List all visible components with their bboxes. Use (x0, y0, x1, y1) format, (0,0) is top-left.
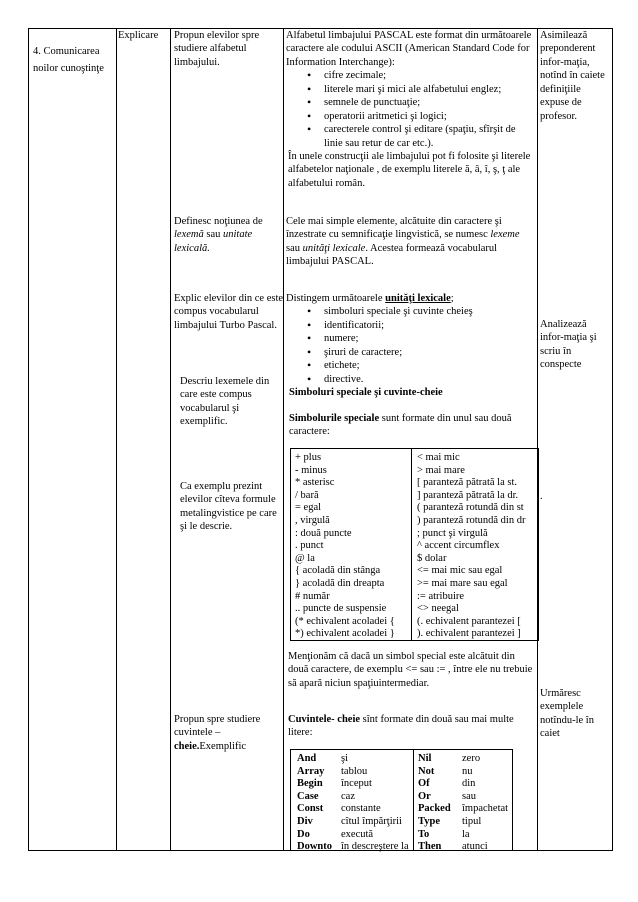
lexeme-term-1: lexeme (490, 229, 520, 241)
teacher-activity-4: Descriu lexemele din care este compus vocabularul şi exemplific. (180, 376, 270, 428)
keyword: Type (418, 815, 440, 827)
keyword-row (418, 815, 512, 828)
symbol-row: >= mai mare sau egal (417, 577, 508, 589)
lexical-units-list (286, 305, 534, 386)
alphabet-section (286, 29, 534, 190)
keyword-translation: sau (462, 790, 476, 802)
symbol-row: = egal (295, 502, 322, 514)
keyword-row (418, 790, 512, 803)
keyword-row (297, 840, 413, 853)
symbol-row: , virgulă (295, 514, 330, 526)
symbols-intro-post: sunt formate din unul sau două caractere: (289, 413, 512, 438)
keyword: Case (297, 790, 319, 802)
lexical-unit-item: • etichete; (286, 359, 534, 372)
keyword: Downto (297, 841, 333, 853)
symbols-intro (289, 412, 533, 439)
table-border-right (612, 28, 613, 850)
symbol-row: : două puncte (295, 527, 352, 539)
keyword: Not (418, 765, 435, 777)
t2-mid: sau (203, 229, 223, 241)
symbol-row: ; punct şi virgulă (417, 527, 488, 539)
keyword: Const (297, 803, 324, 815)
keyword-row (297, 777, 413, 790)
symbol-row: *) echivalent acoladei } (295, 628, 395, 640)
keyword-row (418, 777, 512, 790)
keyword-translation: atunci (462, 841, 488, 853)
symbol-row: } acoladă din dreapta (295, 577, 385, 589)
symbols-divider (411, 449, 412, 640)
alphabet-item: • cifre zecimale; (286, 69, 534, 82)
keywords-intro (288, 713, 534, 740)
keyword-translation: nu (462, 765, 473, 777)
symbol-row: (. echivalent parantezei [ (417, 615, 521, 627)
keyword-translation: caz (341, 790, 355, 802)
t6-pre: Propun spre studiere cuvintele – (174, 714, 261, 739)
keywords-divider (413, 750, 414, 850)
table-divider-3 (283, 28, 284, 850)
student-activity-1: Asimilează preponderent infor-maţia, notînd în caiete definiţiile expuse de profesor. (540, 30, 605, 122)
symbol-row: .. puncte de suspensie (295, 603, 387, 615)
t6-post: Exemplific (199, 740, 247, 752)
symbols-left-column (295, 451, 409, 640)
keyword-row (297, 765, 413, 778)
lexical-units-intro (286, 292, 534, 305)
symbol-row: - minus (295, 464, 327, 476)
t2-term-unit: unitate lexicală. (174, 229, 253, 254)
symbol-row: ( paranteză rotundă din st (417, 502, 524, 514)
lexeme-term-2: unităţi lexicale (302, 242, 366, 254)
keywords-table (290, 749, 513, 851)
keyword: And (297, 753, 317, 764)
keyword-row (418, 840, 512, 853)
keyword: Then (418, 841, 442, 853)
stage-label: 4. Comunicarea noilor cunoştinţe (33, 46, 104, 74)
table-divider-1 (116, 28, 117, 850)
symbol-row: (* echivalent acoladei { (295, 615, 395, 627)
symbol-row: < mai mic (417, 452, 460, 463)
symbol-row: + plus (295, 452, 322, 463)
alphabet-note: În unele construcţii ale limbajului pot fi folosite şi literele alfabetelor naţionale , de exemplu literele ă, â, î, ş, ţ ale alfabetului român. (288, 150, 531, 189)
symbols-heading: Simboluri speciale şi cuvinte-cheie (289, 387, 443, 398)
keyword-translation: împachetat (462, 803, 509, 815)
keyword: Array (297, 765, 325, 777)
keyword: Div (297, 815, 313, 827)
symbol-row: * asterisc (295, 477, 335, 489)
symbol-row: $ dolar (417, 552, 447, 564)
keyword: To (418, 828, 430, 840)
student-activity-2: Analizează infor-maţia şi scriu în conspecte (540, 319, 597, 371)
keyword-row (297, 828, 413, 841)
lexical-unit-item: • şiruri de caractere; (286, 346, 534, 359)
keyword-row (297, 790, 413, 803)
keyword-row (418, 765, 512, 778)
symbol-row: ) paranteză rotundă din dr (417, 514, 526, 526)
symbol-row: <> neegal (417, 603, 459, 615)
lexical-units-section (286, 292, 534, 386)
units-post: ; (450, 293, 454, 304)
lexeme-definition (286, 215, 534, 269)
special-symbols-table (290, 448, 539, 641)
keyword-row (297, 802, 413, 815)
keyword-translation: zero (462, 753, 481, 764)
keyword-translation: din (462, 778, 476, 790)
keyword-translation: început (341, 778, 372, 790)
student-activity-4: Urmăresc exemplele notîndu-le în caiet (540, 688, 594, 740)
symbol-row: ] paranteză pătrată la dr. (417, 489, 519, 501)
keywords-intro-post: sînt formate din două sau mai multe litere: (288, 714, 514, 739)
alphabet-item: • operatorii aritmetici şi logici; (286, 110, 534, 123)
table-divider-4 (537, 28, 538, 850)
lexical-unit-item: • simboluri speciale şi cuvinte cheieş (286, 305, 534, 318)
keyword: Nil (418, 753, 432, 764)
keywords-right-column (418, 752, 512, 853)
keyword-translation: la (462, 828, 470, 840)
keyword-translation: în descreştere la (341, 841, 409, 853)
student-activity-3: . (540, 491, 543, 502)
symbol-row: ). echivalent parantezei ] (417, 628, 521, 640)
keyword: Or (418, 790, 431, 802)
alphabet-item: • semnele de punctuaţie; (286, 96, 534, 109)
alphabet-item: • literele mari şi mici ale alfabetului englez; (286, 83, 534, 96)
keywords-left-column (297, 752, 413, 853)
alphabet-list (286, 69, 534, 150)
symbol-row: / bară (295, 489, 319, 501)
alphabet-intro: Alfabetul limbajului PASCAL este format din următoarele caractere ale codului ASCII (American Standard Code for Information Interchange): (286, 30, 532, 68)
lexical-unit-item: • numere; (286, 332, 534, 345)
keyword-row (297, 752, 413, 765)
keyword: Packed (418, 803, 451, 815)
teacher-activity-3: Explic elevilor din ce este compus vocabularul limbajului Turbo Pascal. (174, 293, 284, 331)
keyword-row (418, 752, 512, 765)
symbol-row: ^ accent circumflex (417, 540, 500, 552)
keyword-translation: tablou (341, 765, 368, 777)
lexical-unit-item: • directive. (286, 373, 534, 386)
teacher-activity-5: Ca exemplu prezint elevilor cîteva formule metalingvistice pe care şi le descrie. (180, 481, 277, 533)
keyword-row (418, 802, 512, 815)
symbol-row: > mai mare (417, 464, 465, 476)
t6-key: cheie. (174, 740, 200, 752)
symbols-note: Menţionăm că dacă un simbol special este alcătuit din două caractere, de exemplu <= sau := , între ele nu trebuie să apară niciun spaţiuintermediar. (288, 651, 533, 689)
keyword-translation: execută (341, 828, 374, 840)
symbol-row: := atribuire (417, 590, 465, 602)
table-divider-2 (170, 28, 171, 850)
t2-pre: Definesc noţiunea de (174, 216, 263, 227)
table-border-left (28, 28, 29, 850)
keyword-translation: cîtul împărţirii (341, 815, 402, 827)
units-pre: Distingem următoarele (286, 293, 386, 304)
keywords-intro-term: Cuvintele- cheie (288, 714, 361, 725)
lexical-unit-item: • identificatorii; (286, 319, 534, 332)
keyword-translation: tipul (462, 815, 482, 827)
symbols-intro-term: Simbolurile speciale (289, 413, 380, 424)
teacher-activity-2 (174, 215, 280, 255)
lexeme-pre: Cele mai simple elemente, alcătuite din caractere şi înzestrate cu semnificaţie lingvistică, se numesc (286, 216, 502, 241)
keyword-translation: şi (341, 753, 349, 764)
lexeme-post: . Acestea formează vocabularul limbajului PASCAL. (286, 242, 498, 268)
symbol-row: # număr (295, 590, 330, 602)
keyword-row (418, 828, 512, 841)
keyword: Of (418, 778, 430, 790)
units-term: unităţi lexicale (385, 293, 451, 304)
keyword: Do (297, 828, 310, 840)
lexeme-mid: sau (286, 242, 303, 254)
symbol-row: [ paranteză pătrată la st. (417, 477, 517, 489)
keyword-row (297, 815, 413, 828)
symbol-row: @ la (295, 552, 315, 564)
teacher-activity-1: Propun elevilor spre studiere alfabetul limbajului. (174, 30, 260, 68)
method-label: Explicare (118, 30, 159, 41)
symbol-row: { acoladă din stânga (295, 565, 381, 577)
t2-term-lexeme: lexemă (174, 229, 204, 241)
teacher-activity-6 (174, 713, 280, 753)
keyword-translation: constante (341, 803, 381, 815)
symbols-right-column (417, 451, 536, 640)
symbol-row: <= mai mic sau egal (417, 565, 503, 577)
alphabet-item: • carecterele control şi editare (spaţiu, sfîrşit de linie sau retur de car etc.). (286, 123, 534, 150)
symbol-row: . punct (295, 540, 324, 552)
keyword: Begin (297, 778, 323, 790)
